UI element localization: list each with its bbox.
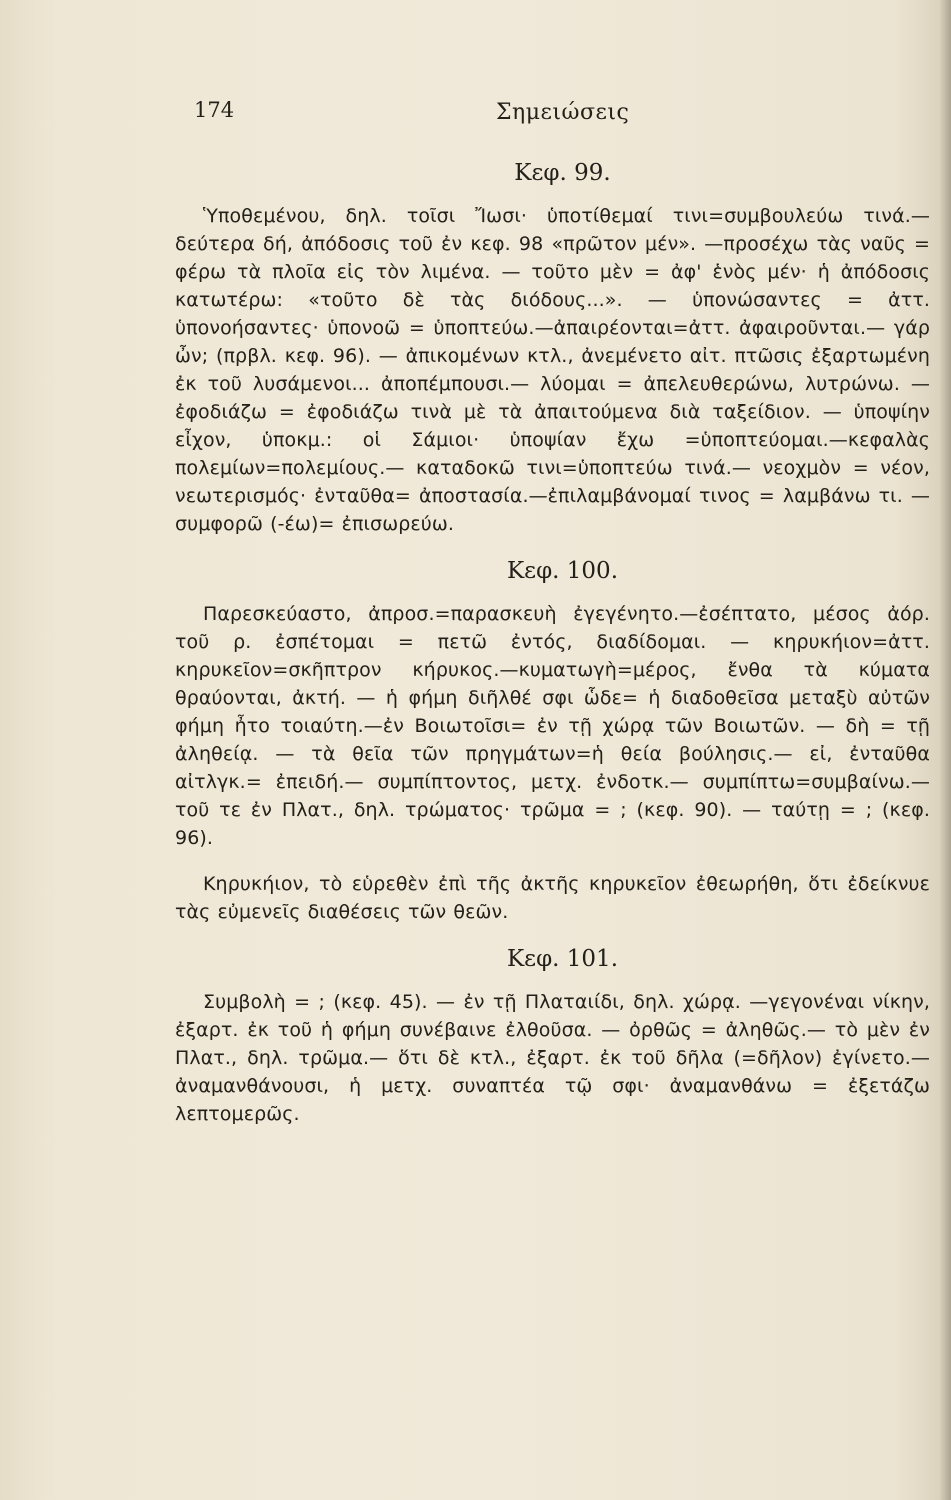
chapter-heading-99: Κεφ. 99. (514, 160, 611, 186)
chapter-heading-100: Κεφ. 100. (506, 558, 619, 584)
running-title: Σημειώσεις (496, 100, 630, 125)
chapter-heading-101: Κεφ. 101. (506, 946, 619, 972)
notes-paragraph-101: Συμβολὴ = ; (κεφ. 45). — ἐν τῇ Πλαταιίδι, δηλ. χώρᾳ. —γεγονέναι νίκην, ἐξαρτ. ἐκ τοῦ ἡ φήμη συνέβαινε ἐλθοῦσα. — ὀρθῶς = ἀληθῶς.— τὸ μὲν ἐν Πλατ., δηλ. τρῶμα.— ὅτι δὲ κτλ., ἐξαρτ. ἐκ τοῦ δῆλα (=δῆλον) ἐγίνετο.—ἀναμανθάνουσι, ἡ μετχ. συναπτέα τῷ σφι· ἀναμανθάνω = ἐξετάζω λεπτομερῶς. (175, 991, 930, 1125)
page-edge-shadow (939, 0, 951, 1500)
notes-paragraph-100b: Κηρυκήιον, τὸ εὑρεθὲν ἐπὶ τῆς ἀκτῆς κηρυκεῖον ἐθεωρήθη, ὅτι ἐδείκνυε τὰς εὐμενεῖς διαθέσεις τῶν θεῶν. (175, 873, 930, 923)
page-body (175, 158, 930, 1146)
page-number: 174 (194, 98, 235, 122)
page-header (194, 98, 734, 130)
notes-paragraph-100a: Παρεσκεύαστο, ἀπροσ.=παρασκευὴ ἐγεγένητο.—ἐσέπτατο, μέσος ἀόρ. τοῦ ρ. ἐσπέτομαι = πετῶ ἐντός, διαδίδομαι. — κηρυκήιον=ἀττ. κηρυκεῖον=σκῆπτρον κήρυκος.—κυματωγὴ=μέρος, ἔνθα τὰ κύματα θραύονται, ἀκτή. — ἡ φήμη διῆλθέ σφι ὧδε= ἡ διαδοθεῖσα μεταξὺ αὐτῶν φήμη ἦτο τοιαύτη.—ἐν Βοιωτοῖσι= ἐν τῇ χώρᾳ τῶν Βοιωτῶν. — δὴ = τῇ ἀληθείᾳ. — τὰ θεῖα τῶν πρηγμάτων=ἡ θεία βούλησις.— εἰ, ἐνταῦθα αἰτλγκ.= ἐπειδή.— συμπίπτοντος, μετχ. ἐνδοτκ.— συμπίπτω=συμβαίνω.— τοῦ τε ἐν Πλατ., δηλ. τρώματος· τρῶμα = ; (κεφ. 90). — ταύτῃ = ; (κεφ. 96). (175, 603, 930, 849)
notes-paragraph-99: Ὑποθεμένου, δηλ. τοῖσι Ἴωσι· ὑποτίθεμαί τινι=συμβουλεύω τινά.—δεύτερα δή, ἀπόδοσις τοῦ ἐν κεφ. 98 «πρῶτον μέν». —προσέχω τὰς ναῦς = φέρω τὰ πλοῖα εἰς τὸν λιμένα. — τοῦτο μὲν = ἀφ' ἑνὸς μέν· ἡ ἀπόδοσις κατωτέρω: «τοῦτο δὲ τὰς διόδους...». — ὑπονώσαντες = ἀττ. ὑπονοήσαντες· ὑπονοῶ = ὑποπτεύω.—ἀπαιρέονται=ἀττ. ἀφαιροῦνται.— γάρ ὦν; (πρβλ. κεφ. 96). — ἀπικομένων κτλ., ἀνεμένετο αἰτ. πτῶσις ἐξαρτωμένη ἐκ τοῦ λυσάμενοι... ἀποπέμπουσι.— λύομαι = ἀπελευθερώνω, λυτρώνω. — ἐφοδιάζω = ἐφοδιάζω τινὰ μὲ τὰ ἀπαιτούμενα διὰ ταξείδιον. — ὑποψίην εἶχον, ὑποκμ.: οἱ Σάμιοι· ὑποψίαν ἔχω =ὑποπτεύομαι.—κεφαλὰς πολεμίων=πολεμίους.— καταδοκῶ τινι=ὑποπτεύω τινά.— νεοχμὸν = νέον, νεωτερισμός· ἐνταῦθα= ἀποστασία.—ἐπιλαμβάνομαί τινος = λαμβάνω τι. — συμφορῶ (-έω)= ἐπισωρεύω. (175, 205, 930, 535)
